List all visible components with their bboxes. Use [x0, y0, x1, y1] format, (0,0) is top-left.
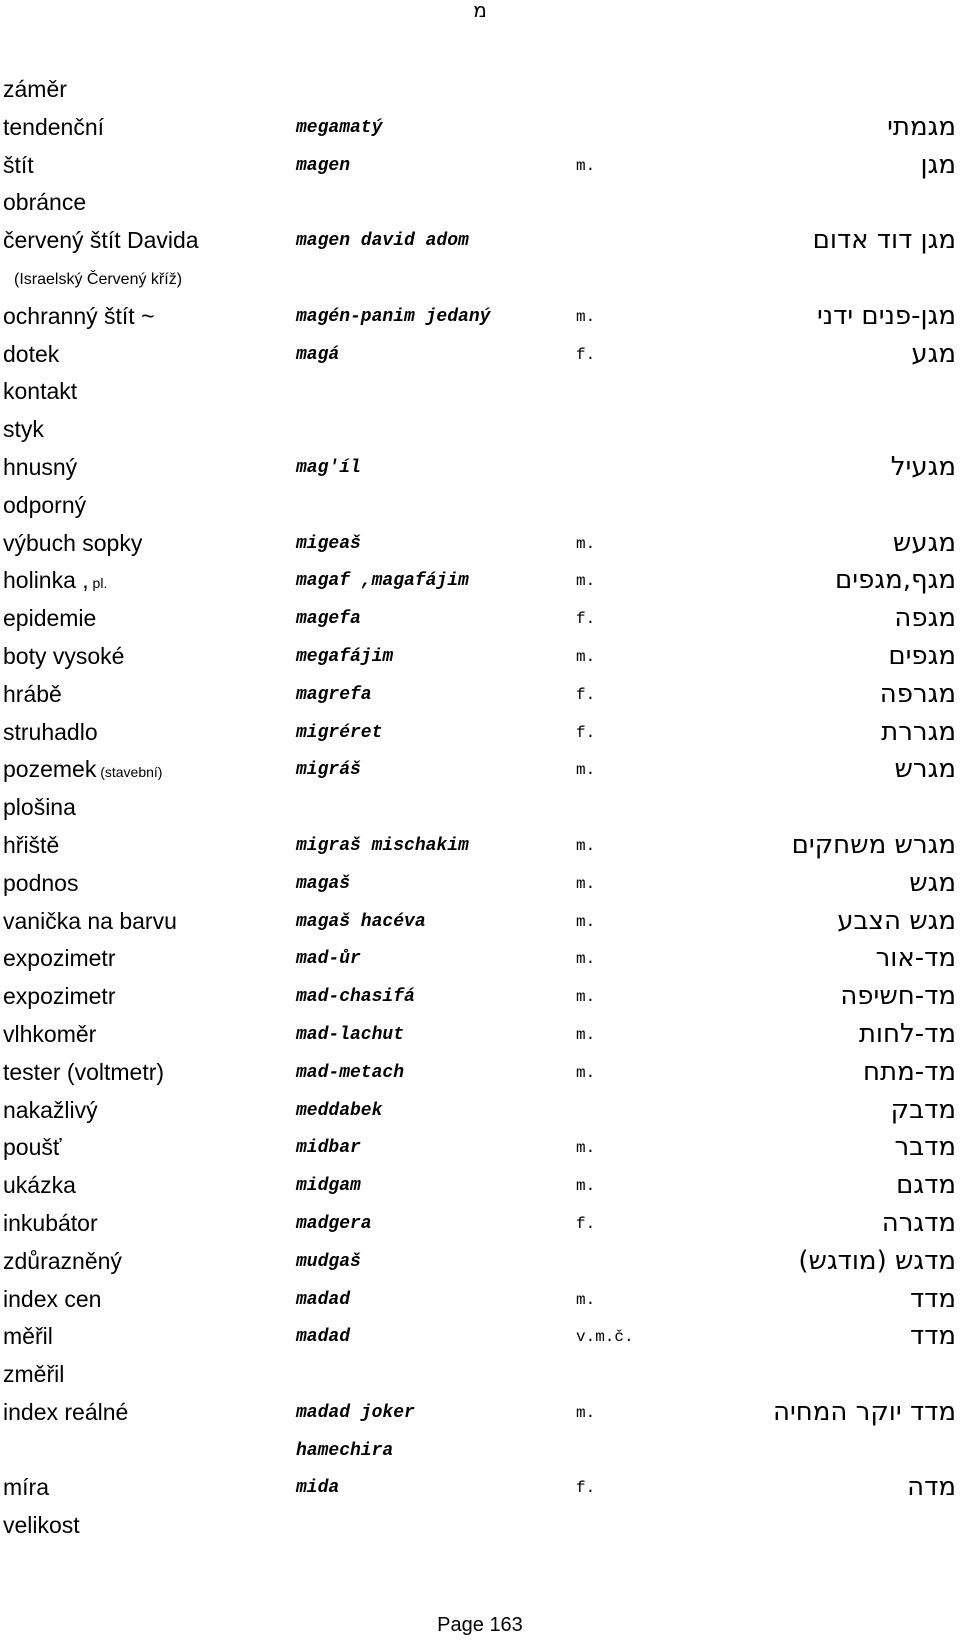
dictionary-row	[0, 524, 960, 562]
hebrew-term: מדד	[909, 1283, 956, 1314]
grammar-marker: m.	[576, 307, 596, 326]
transliteration: magaš	[296, 873, 351, 894]
czech-term-text: nakažlivý	[3, 1096, 98, 1123]
czech-term-text: boty vysoké	[3, 642, 125, 669]
hebrew-term: מדבר	[894, 1132, 956, 1163]
transliteration: mudgaš	[296, 1251, 361, 1272]
transliteration: madad joker	[296, 1402, 415, 1423]
czech-term	[3, 1021, 96, 1047]
transliteration: magaš hacéva	[296, 911, 426, 932]
czech-term-text: epidemie	[3, 605, 97, 632]
hebrew-term: מדגרה	[881, 1207, 956, 1238]
dictionary-row	[0, 1204, 960, 1242]
dictionary-row	[0, 637, 960, 675]
czech-term	[3, 1399, 128, 1425]
transliteration: magrefa	[296, 684, 372, 705]
hebrew-term: מגש הצבע	[837, 905, 956, 936]
hebrew-term: מד-חשיפה	[840, 981, 956, 1012]
czech-term-text: struhadlo	[3, 718, 98, 745]
czech-term	[3, 945, 115, 971]
czech-term-note: (stavební)	[96, 764, 163, 781]
czech-term-text: červený štít Davida	[3, 227, 199, 254]
czech-term-text: index cen	[3, 1285, 102, 1312]
transliteration: magá	[296, 344, 340, 365]
grammar-marker: m.	[576, 988, 596, 1007]
hebrew-term: מגע	[911, 338, 956, 369]
czech-term-text: vanička na barvu	[3, 907, 177, 934]
grammar-marker: m.	[576, 761, 596, 780]
transliteration: migréret	[296, 722, 383, 743]
hebrew-term: מדבק	[890, 1094, 956, 1125]
hebrew-term: מגרש	[894, 754, 956, 785]
dictionary-row	[0, 864, 960, 902]
transliteration: migráš	[296, 760, 361, 781]
hebrew-term: מגן דוד אדום	[812, 225, 956, 256]
grammar-marker: m.	[576, 836, 596, 855]
czech-term	[3, 492, 86, 518]
czech-term	[3, 1361, 64, 1387]
dictionary-row	[0, 1053, 960, 1091]
grammar-marker: m.	[576, 874, 596, 893]
transliteration: madad	[296, 1327, 351, 1348]
dictionary-row	[0, 1280, 960, 1318]
czech-term-text: hnusný	[3, 453, 78, 480]
transliteration: megamatý	[296, 117, 383, 138]
dictionary-row	[0, 1468, 960, 1506]
czech-term-text: výbuch sopky	[3, 529, 143, 556]
dictionary-row	[0, 1355, 960, 1393]
hebrew-term: מגן	[920, 149, 956, 180]
czech-term	[3, 1059, 164, 1085]
dictionary-row	[0, 1506, 960, 1544]
czech-term	[3, 378, 77, 404]
czech-term-text: holinka ,	[3, 567, 89, 594]
transliteration: mad-lachut	[296, 1024, 405, 1045]
transliteration: magen david adom	[296, 231, 469, 252]
hebrew-term: מדד יוקר המחיה	[772, 1396, 956, 1427]
czech-term-text: velikost	[3, 1512, 80, 1539]
grammar-marker: m.	[576, 1063, 596, 1082]
grammar-marker: m.	[576, 156, 596, 175]
dictionary-row	[0, 1015, 960, 1053]
czech-term	[3, 870, 78, 896]
transliteration: megafájim	[296, 646, 394, 667]
grammar-marker: m.	[576, 1403, 596, 1422]
transliteration: mad-metach	[296, 1062, 405, 1083]
dictionary-row	[0, 448, 960, 486]
czech-term	[3, 983, 115, 1009]
czech-term-text: změřil	[3, 1361, 65, 1388]
grammar-marker: m.	[576, 1025, 596, 1044]
dictionary-row	[0, 1242, 960, 1280]
dictionary-row	[0, 410, 960, 448]
grammar-marker: m.	[576, 1290, 596, 1309]
czech-term	[3, 341, 59, 367]
transliteration: migeaš	[296, 533, 361, 554]
transliteration: migraš mischakim	[296, 835, 469, 856]
czech-term-text: měřil	[3, 1323, 53, 1350]
dictionary-row	[0, 826, 960, 864]
transliteration: madgera	[296, 1213, 372, 1234]
czech-term-text: hřiště	[3, 831, 60, 858]
czech-term	[3, 303, 155, 329]
czech-term-text: styk	[3, 416, 44, 443]
transliteration: magaf ,magafájim	[296, 571, 469, 592]
transliteration: mad-ůr	[296, 949, 361, 970]
grammar-marker: f.	[576, 1479, 596, 1498]
czech-term-text: míra	[3, 1474, 49, 1501]
czech-term	[3, 908, 177, 934]
hebrew-term: מגש	[909, 867, 956, 898]
transliteration: mida	[296, 1478, 340, 1499]
czech-term-text: štít	[3, 151, 34, 178]
dictionary-row	[0, 902, 960, 940]
dictionary-row	[0, 939, 960, 977]
hebrew-term: מגעיל	[890, 451, 956, 482]
czech-term-text: pozemek	[3, 756, 97, 783]
czech-term-text: hrábě	[3, 680, 62, 707]
grammar-marker: m.	[576, 950, 596, 969]
czech-term	[3, 416, 44, 442]
czech-term	[3, 189, 86, 215]
hebrew-term: מגף,מגפים	[835, 565, 956, 596]
czech-term-text: záměr	[3, 76, 67, 102]
hebrew-term: מגררת	[881, 716, 956, 747]
dictionary-row	[0, 750, 960, 788]
grammar-marker: f.	[576, 1214, 596, 1233]
grammar-marker: f.	[576, 685, 596, 704]
dictionary-row	[0, 977, 960, 1015]
transliteration: midgam	[296, 1176, 361, 1197]
czech-term-text: dotek	[3, 340, 60, 367]
czech-term-text: index reálné	[3, 1398, 129, 1425]
grammar-marker: f.	[576, 723, 596, 742]
dictionary-row	[0, 675, 960, 713]
page-number: Page 163	[437, 1614, 523, 1636]
dictionary-entries	[0, 70, 960, 1544]
hebrew-term: מגרש משחקים	[791, 829, 956, 860]
dictionary-row	[0, 108, 960, 146]
dictionary-row	[0, 183, 960, 221]
hebrew-term: מגעש	[892, 527, 956, 558]
grammar-marker: f.	[576, 345, 596, 364]
czech-term	[3, 1286, 101, 1312]
dictionary-row	[0, 1166, 960, 1204]
dictionary-row	[0, 486, 960, 524]
dictionary-row	[0, 1128, 960, 1166]
hebrew-term: מגן-פנים ידני	[816, 300, 956, 331]
czech-term-text: poušť	[3, 1134, 62, 1161]
dictionary-row	[0, 221, 960, 259]
czech-term	[3, 1097, 98, 1123]
dictionary-row	[0, 297, 960, 335]
dictionary-row	[0, 1091, 960, 1129]
grammar-marker: m.	[576, 647, 596, 666]
czech-term-text: expozimetr	[3, 983, 116, 1010]
dictionary-row	[0, 1317, 960, 1355]
hebrew-term: מדד	[909, 1321, 956, 1352]
czech-term-text: ukázka	[3, 1172, 76, 1199]
czech-term-text: odporný	[3, 491, 87, 518]
dictionary-row	[0, 788, 960, 826]
czech-term	[3, 76, 67, 102]
hebrew-term: מדגש (מודגש)	[798, 1245, 956, 1276]
czech-term-text: vlhkoměr	[3, 1020, 97, 1047]
czech-term	[3, 114, 104, 140]
transliteration: meddabek	[296, 1100, 383, 1121]
grammar-marker: m.	[576, 1177, 596, 1196]
czech-term-note: pl.	[88, 575, 108, 592]
transliteration: magen	[296, 155, 351, 176]
czech-term	[3, 1248, 122, 1274]
transliteration: magefa	[296, 609, 361, 630]
dictionary-row	[0, 70, 960, 108]
czech-term	[3, 605, 96, 631]
czech-term	[3, 1323, 53, 1349]
dictionary-row	[0, 146, 960, 184]
czech-term-text: ochranný štít ~	[3, 302, 155, 329]
czech-term-subnote: (Israelský Červený kříž)	[14, 270, 183, 288]
transliteration: mag'íl	[296, 457, 361, 478]
grammar-marker: m.	[576, 534, 596, 553]
dictionary-row	[0, 561, 960, 599]
czech-term	[3, 794, 76, 820]
dictionary-row	[0, 372, 960, 410]
dictionary-row	[0, 335, 960, 373]
czech-term	[3, 1134, 62, 1160]
grammar-marker: m.	[576, 1139, 596, 1158]
hebrew-term: מגרפה	[879, 678, 956, 709]
czech-term-text: inkubátor	[3, 1209, 98, 1236]
dictionary-row	[0, 599, 960, 637]
czech-term	[3, 152, 34, 178]
czech-term-text: zdůrazněný	[3, 1247, 122, 1274]
czech-term	[3, 530, 142, 556]
transliteration: madad	[296, 1289, 351, 1310]
czech-term-text: tendenční	[3, 113, 105, 140]
hebrew-term: מגפים	[888, 640, 956, 671]
grammar-marker: f.	[576, 610, 596, 629]
czech-term-text: tester (voltmetr)	[3, 1058, 165, 1085]
grammar-marker: v.m.č.	[576, 1328, 634, 1347]
czech-term	[3, 454, 77, 480]
hebrew-term: מדגם	[896, 1170, 956, 1201]
hebrew-term: מד-מתח	[863, 1056, 956, 1087]
hebrew-term: מד-לחות	[858, 1018, 956, 1049]
czech-term	[3, 1172, 76, 1198]
czech-term	[3, 756, 162, 785]
transliteration: magén-panim jedaný	[296, 306, 491, 327]
dictionary-row	[0, 713, 960, 751]
dictionary-row	[0, 259, 960, 297]
page-header-letter: מ	[473, 0, 487, 22]
hebrew-term: מדה	[907, 1472, 956, 1503]
czech-term	[3, 227, 199, 253]
grammar-marker: m.	[576, 912, 596, 931]
czech-term	[3, 719, 98, 745]
czech-term-text: kontakt	[3, 378, 78, 405]
transliteration: hamechira	[296, 1440, 394, 1461]
hebrew-term: מגמתי	[887, 111, 956, 142]
czech-term	[3, 1210, 98, 1236]
czech-term	[3, 1512, 80, 1538]
grammar-marker: m.	[576, 572, 596, 591]
czech-term	[3, 643, 124, 669]
dictionary-row	[0, 1431, 960, 1469]
czech-term	[3, 832, 59, 858]
transliteration: mad-chasifá	[296, 987, 415, 1008]
czech-term	[3, 567, 107, 596]
dictionary-row	[0, 1393, 960, 1431]
hebrew-term: מגפה	[894, 603, 956, 634]
czech-term-text: podnos	[3, 869, 79, 896]
czech-term	[3, 1474, 49, 1500]
czech-term-text: plošina	[3, 794, 76, 821]
czech-term	[3, 681, 62, 707]
transliteration: midbar	[296, 1138, 361, 1159]
hebrew-term: מד-אור	[875, 943, 956, 974]
czech-term-text: expozimetr	[3, 945, 116, 972]
czech-term-text: obránce	[3, 189, 87, 216]
